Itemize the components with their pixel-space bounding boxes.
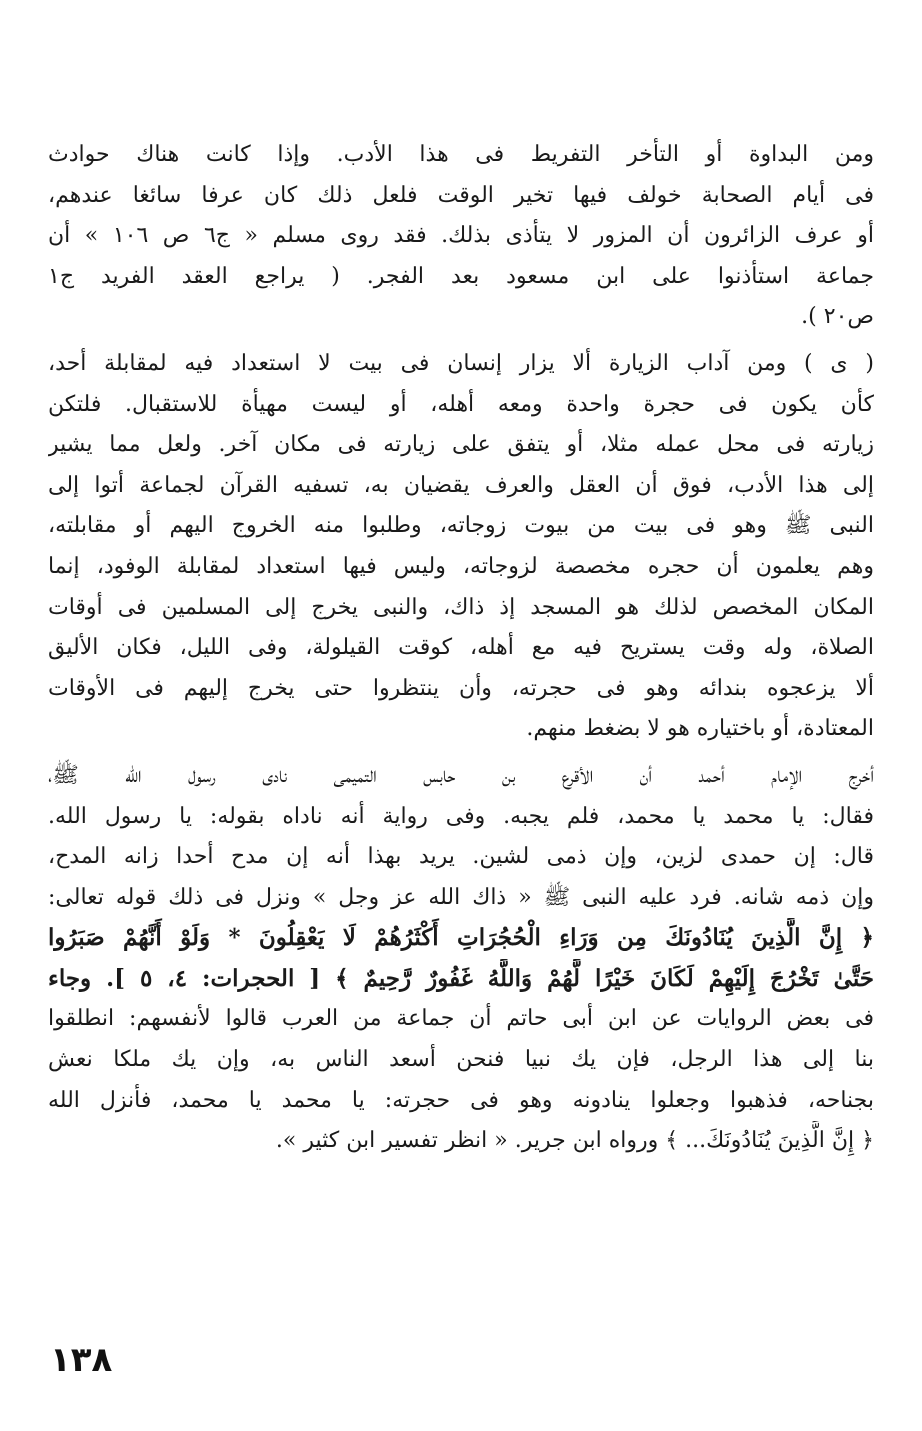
paragraph-2 bbox=[48, 344, 874, 750]
text-line: قال: إن حمدى لزين، وإن ذمى لشين. يريد بهذا أنه إن مدح أحدا زانه المدح، bbox=[48, 844, 874, 870]
quran-verse-line: حَتَّىٰ تَخْرُجَ إِلَيْهِمْ لَكَانَ خَيْرًا لَّهُمْ وَاللَّهُ غَفُورٌ رَّحِيمٌ ﴾ [ الحجرات: ٤، ٥ ]. وجاء bbox=[48, 964, 874, 992]
quran-verse-line: ﴿ إِنَّ الَّذِينَ يُنَادُونَكَ مِن وَرَاءِ الْحُجُرَاتِ أَكْثَرُهُمْ لَا يَعْقِلُونَ * وَلَوْ أَنَّهُمْ صَبَرُوا bbox=[48, 924, 874, 952]
text-line: وإن ذمه شانه. فرد عليه النبى ﷺ « ذاك الله عز وجل » ونزل فى ذلك قوله تعالى: bbox=[48, 884, 874, 910]
page-body bbox=[48, 135, 874, 1162]
text-line: زيارته فى محل عمله مثلا، أو يتفق على زيارته فى مكان آخر. ولعل مما يشير bbox=[48, 432, 874, 458]
text-line: ﴿ إِنَّ الَّذِينَ يُنَادُونَكَ... ﴾ ورواه ابن جرير. « انظر تفسير ابن كثير ». bbox=[275, 1128, 874, 1154]
text-line: بجناحه، فذهبوا وجعلوا ينادونه وهو فى حجرته: يا محمد يا محمد، فأنزل الله bbox=[48, 1087, 874, 1113]
text-line: ومن البداوة أو التأخر التفريط فى هذا الأدب. وإذا كانت هناك حوادث bbox=[48, 142, 874, 167]
text-line: بنا إلى هذا الرجل، فإن يك نبيا فنحن أسعد الناس به، وإن يك ملكا نعش bbox=[48, 1047, 874, 1073]
text-line: فى بعض الروايات عن ابن أبى حاتم أن جماعة من العرب قالوا لأنفسهم: انطلقوا bbox=[48, 1006, 874, 1032]
text-line: فى أيام الصحابة خولف فيها تخير الوقت فلعل ذلك كان عرفا سائغا عندهم، bbox=[48, 182, 874, 208]
text-line: أو عرف الزائرون أن المزور لا يتأذى بذلك. فقد روى مسلم « ج٦ ص ١٠٦ » أن bbox=[48, 223, 874, 249]
text-line: ص٢٠ ). bbox=[801, 304, 874, 330]
text-line: وهم يعلمون أن حجره مخصصة لزوجاته، وليس فيها استعداد لمقابلة الوفود، إنما bbox=[48, 553, 874, 579]
text-line: ( ى ) ومن آداب الزيارة ألا يزار إنسان فى بيت لا استعداد فيه لمقابلة أحد، bbox=[48, 350, 874, 376]
text-line: كأن يكون فى حجرة واحدة ومعه أهله، أو ليست مهيأة للاستقبال. فلتكن bbox=[48, 391, 874, 417]
text-line: أخرج الإمام أحمد أن الأقرع بن حابس التميمى نادى رسول الله ﷺ، bbox=[48, 762, 874, 788]
page-number: ١٣٨ bbox=[50, 1340, 113, 1380]
text-line: النبى ﷺ وهو فى بيت من بيوت زوجاته، وطلبوا منه الخروج اليهم أو مقابلته، bbox=[48, 513, 874, 539]
text-line: ألا يزعجوه بندائه وهو فى حجرته، وأن ينتظروا حتى يخرج إليهم فى الأوقات bbox=[48, 675, 874, 701]
paragraph-3 bbox=[48, 756, 874, 1162]
paragraph-1 bbox=[48, 135, 874, 338]
text-line: إلى هذا الأدب، فوق أن العقل والعرف يقضيان به، تسفيه القرآن لجماعة أتوا إلى bbox=[48, 472, 874, 498]
text-line: جماعة استأذنوا على ابن مسعود بعد الفجر. ( يراجع العقد الفريد ج١ bbox=[48, 263, 874, 289]
text-line: المعتادة، أو باختياره هو لا بضغط منهم. bbox=[526, 716, 874, 742]
text-line: المكان المخصص لذلك هو المسجد إذ ذاك، والنبى يخرج إلى المسلمين فى أوقات bbox=[48, 594, 874, 620]
text-line: فقال: يا محمد يا محمد، فلم يجبه. وفى رواية أنه ناداه بقوله: يا رسول الله. bbox=[48, 803, 874, 829]
text-line: الصلاة، وله وقت يستريح فيه مع أهله، كوقت القيلولة، وفى الليل، فكان الأليق bbox=[48, 635, 874, 661]
